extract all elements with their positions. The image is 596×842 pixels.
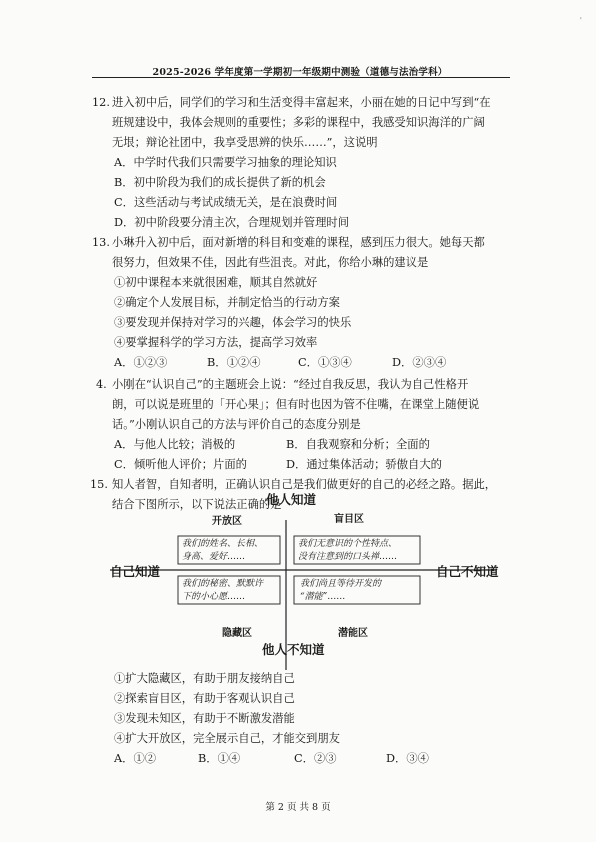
statement: ③要发现并保持对学习的兴趣，体会学习的快乐 xyxy=(114,316,352,329)
question-text: 班规建设中，我体会规则的重要性；多彩的课程中，我感受知识海洋的广阔 xyxy=(112,116,485,129)
question-text: 小刚在“认识自己”的主题班会上说：“经过自我反思，我认为自己性格开 xyxy=(112,378,469,391)
option-d: D．初中阶段要分清主次，合理规划并管理时间 xyxy=(114,216,349,229)
question-number: 4. xyxy=(96,378,107,391)
statement: ④要掌握科学的学习方法，提高学习效率 xyxy=(114,336,318,349)
question-number: 13. xyxy=(92,236,110,249)
option-b: B．初中阶段为我们的成长提供了新的机会 xyxy=(114,176,326,189)
question-text: 小琳升入初中后，面对新增的科目和变难的课程，感到压力很大。她每天都 xyxy=(112,236,485,249)
option-c: C．倾听他人评价；片面的 xyxy=(114,458,247,471)
open-note: 我们的姓名、长相、 身高、爱好…… xyxy=(182,539,264,562)
diagram-right-label: 自己不知道 xyxy=(436,564,499,579)
question-text: 知人者智，自知者明，正确认识自己是我们做更好的自己的必经之路。据此， xyxy=(112,478,497,491)
option-d: D．②③④ xyxy=(392,356,447,369)
option-a: A．①②③ xyxy=(114,356,168,369)
option-d: D．通过集体活动；骄傲自大的 xyxy=(286,458,442,471)
hidden-area-label: 隐藏区 xyxy=(222,628,252,639)
question-number: 12. xyxy=(92,96,110,109)
blind-area-label: 盲目区 xyxy=(334,514,364,525)
option-b: B．①②④ xyxy=(207,356,261,369)
open-area-label: 开放区 xyxy=(212,516,242,527)
potential-area-label: 潜能区 xyxy=(338,628,368,639)
option-c: C．这些活动与考试成绩无关，是在浪费时间 xyxy=(114,196,338,209)
option-d: D．③④ xyxy=(386,752,429,765)
diagram-top-label: 他人知道 xyxy=(266,492,317,507)
page-footer: 第 2 页 共 8 页 xyxy=(265,802,331,813)
statement: ①初中课程本来就很困难，顺其自然就好 xyxy=(114,276,318,289)
statement: ①扩大隐藏区，有助于朋友接纳自己 xyxy=(114,672,295,685)
statement: ②确定个人发展目标，并制定恰当的行动方案 xyxy=(114,296,340,309)
statement: ③发现未知区，有助于不断激发潜能 xyxy=(114,712,295,725)
option-a: A．中学时代我们只需要学习抽象的理论知识 xyxy=(114,156,337,169)
question-text: 话。”小刚认识自己的方法与评价自己的态度分别是 xyxy=(112,418,361,431)
corner-mark: ' xyxy=(579,16,582,25)
potential-note: 我们尚且等待开发的 “潜能”…… xyxy=(300,579,382,602)
option-c: C．②③ xyxy=(294,752,337,765)
question-number: 15. xyxy=(90,478,108,491)
hidden-note: 我们的秘密、默默许 下的小心愿…… xyxy=(182,579,264,602)
statement: ④扩大开放区，完全展示自己，才能交到朋友 xyxy=(114,732,340,745)
question-text: 进入初中后，同学们的学习和生活变得丰富起来，小丽在她的日记中写到“在 xyxy=(112,96,491,109)
option-b: B．自我观察和分析；全面的 xyxy=(286,438,430,451)
question-text: 无垠；辩论社团中，我享受思辨的快乐……”，这说明 xyxy=(112,136,378,149)
header-rule xyxy=(92,77,510,78)
option-c: C．①③④ xyxy=(298,356,352,369)
question-text: 结合下图所示，以下说法正确的是 xyxy=(112,498,282,511)
diagram-bottom-label: 他人不知道 xyxy=(262,642,325,657)
page-header: 2025-2026 学年度第一学期初一年级期中测验（道德与法治学科） xyxy=(152,67,448,78)
option-a: A．①② xyxy=(114,752,157,765)
blind-note: 我们无意识的个性特点、 没有注意到的口头禅…… xyxy=(298,539,398,562)
diagram-left-label: 自己知道 xyxy=(110,564,161,579)
option-b: B．①④ xyxy=(198,752,241,765)
statement: ②探索盲目区，有助于客观认识自己 xyxy=(114,692,295,705)
question-text: 很努力，但效果不佳，因此有些沮丧。对此，你给小琳的建议是 xyxy=(112,256,429,269)
option-a: A．与他人比较；消极的 xyxy=(114,438,236,451)
question-text: 朗，可以说是班里的「开心果」；但有时也因为管不住嘴，在课堂上随便说 xyxy=(112,398,480,411)
